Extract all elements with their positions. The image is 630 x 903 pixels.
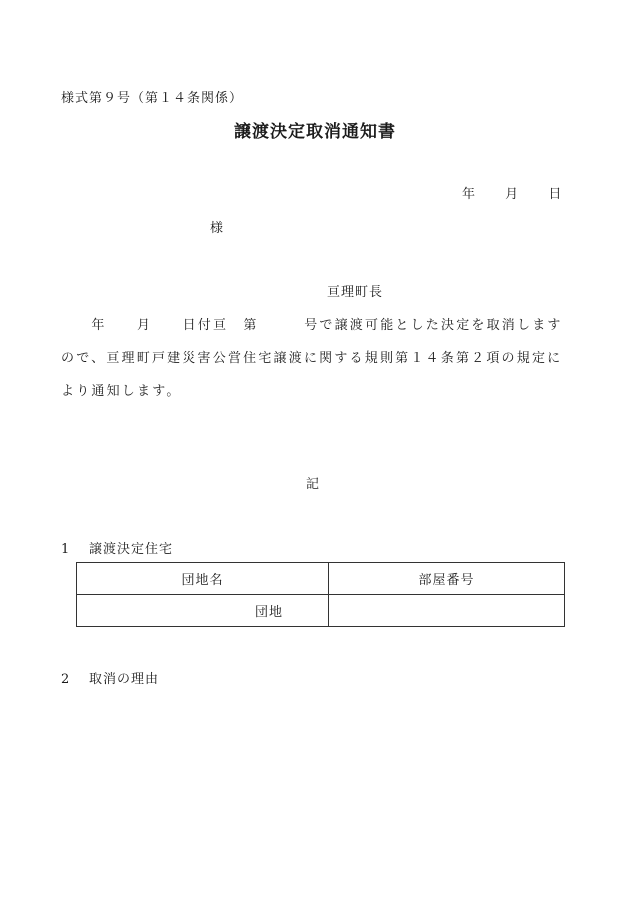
form-number: 様式第９号（第１４条関係） (61, 91, 244, 106)
section-2-label: 取消の理由 (89, 672, 160, 687)
cell-danchi: 団地 (77, 595, 329, 627)
section-1-number: 1 (61, 542, 71, 557)
date-month: 月 (505, 187, 519, 202)
section-2-number: 2 (61, 672, 71, 687)
ki-heading: 記 (306, 477, 320, 492)
document-title: 譲渡決定取消通知書 (234, 122, 396, 142)
house-table (76, 562, 565, 627)
cell-room (329, 595, 565, 627)
section-1-heading (61, 538, 173, 557)
date-line (462, 183, 561, 202)
header-danchi-name: 団地名 (77, 563, 329, 595)
table-row (77, 595, 565, 627)
body-text: 年 月 日付亘 第 号で譲渡可能とした決定を取消しますので、亘理町戸建災害公営住宅譲渡に関する規則第１４条第２項の規定により通知します。 (61, 318, 563, 399)
date-year: 年 (462, 187, 476, 202)
issuer: 亘理町長 (327, 285, 384, 300)
section-2-heading (61, 668, 159, 687)
header-room-number: 部屋番号 (329, 563, 565, 595)
section-1-label: 譲渡決定住宅 (89, 542, 174, 557)
date-day: 日 (548, 187, 562, 202)
addressee-honorific: 様 (210, 221, 224, 236)
table-header-row (77, 563, 565, 595)
